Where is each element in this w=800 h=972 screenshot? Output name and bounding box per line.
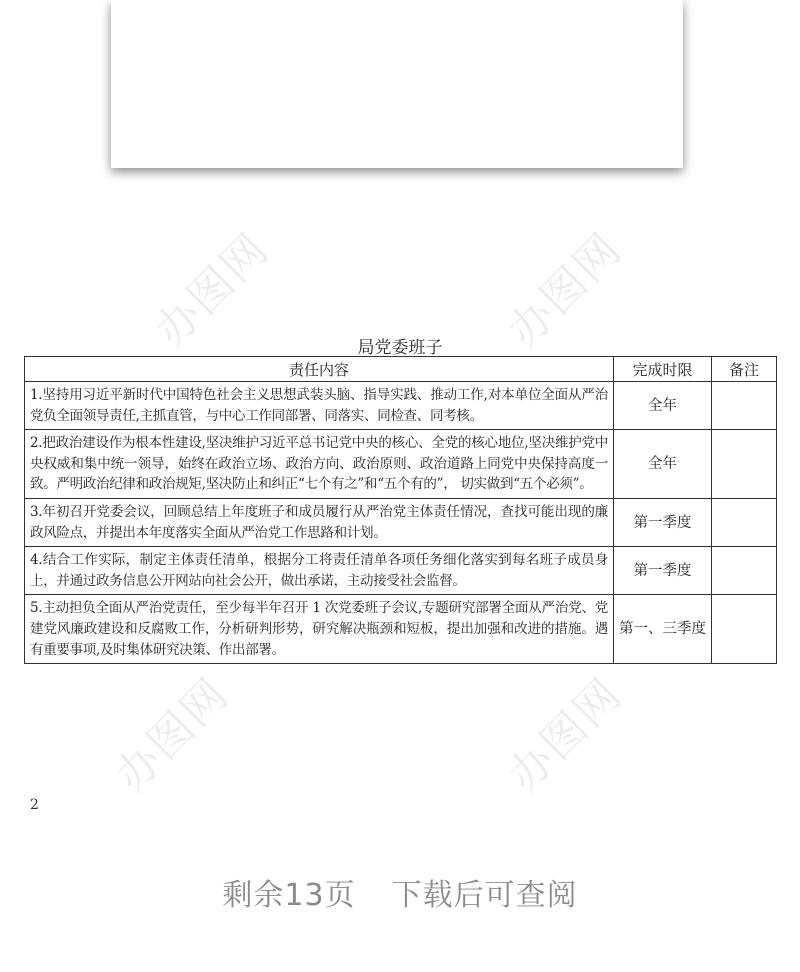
header-note: 备注 [712,357,777,382]
row-note [712,382,777,430]
responsibility-table [24,356,777,664]
row-period: 第一季度 [614,498,712,546]
remaining-pages-text: 剩余13页 [222,878,356,913]
watermark: 办图网 [498,668,633,803]
header-content: 责任内容 [25,357,614,382]
row-content: 5.主动担负全面从严治党责任，至少每半年召开 1 次党委班子会议,专题研究部署全面从严治党、党建党风廉政建设和反腐败工作，分析研判形势，研究解决瓶颈和短板，提出加强和改进的措施。遇有重要事项,及时集体研究决策、作出部署。 [25,595,614,664]
table-row [25,595,777,664]
watermark: 办图网 [498,223,633,358]
row-period: 全年 [614,430,712,499]
download-banner[interactable] [0,870,800,914]
row-note [712,498,777,546]
previous-page-preview [111,0,683,168]
watermark: 办图网 [145,223,280,358]
row-note [712,547,777,595]
row-period: 全年 [614,382,712,430]
table-row [25,430,777,499]
row-content: 2.把政治建设作为根本性建设,坚决维护习近平总书记党中央的核心、全党的核心地位,坚决维护党中央权威和集中统一领导，始终在政治立场、政治方向、政治原则、政治道路上同党中央保持高度一致。严明政治纪律和政治规矩,坚决防止和纠正“七个有之”和“五个有的”， 切实做到“五个必须”。 [25,430,614,499]
download-hint-text: 下载后可查阅 [391,878,578,913]
table-header-row [25,357,777,382]
table-row [25,382,777,430]
header-period: 完成时限 [614,357,712,382]
row-period: 第一季度 [614,547,712,595]
page-number: 2 [30,797,39,813]
row-content: 1.坚持用习近平新时代中国特色社会主义思想武装头脑、指导实践、推动工作,对本单位全面从严治党负全面领导责任,主抓直管，与中心工作同部署、同落实、同检查、同考核。 [25,382,614,430]
row-content: 3.年初召开党委会议，回顾总结上年度班子和成员履行从严治党主体责任情况，查找可能出现的廉政风险点，并提出本年度落实全面从严治党工作思路和计划。 [25,498,614,546]
table-title: 局党委班子 [357,338,443,358]
watermark: 办图网 [105,668,240,803]
row-note [712,595,777,664]
row-period: 第一、三季度 [614,595,712,664]
row-content: 4.结合工作实际，制定主体责任清单，根据分工将责任清单各项任务细化落实到每名班子成员身上，并通过政务信息公开网站向社会公开，做出承诺，主动接受社会监督。 [25,547,614,595]
row-note [712,430,777,499]
table-row [25,498,777,546]
table-row [25,547,777,595]
